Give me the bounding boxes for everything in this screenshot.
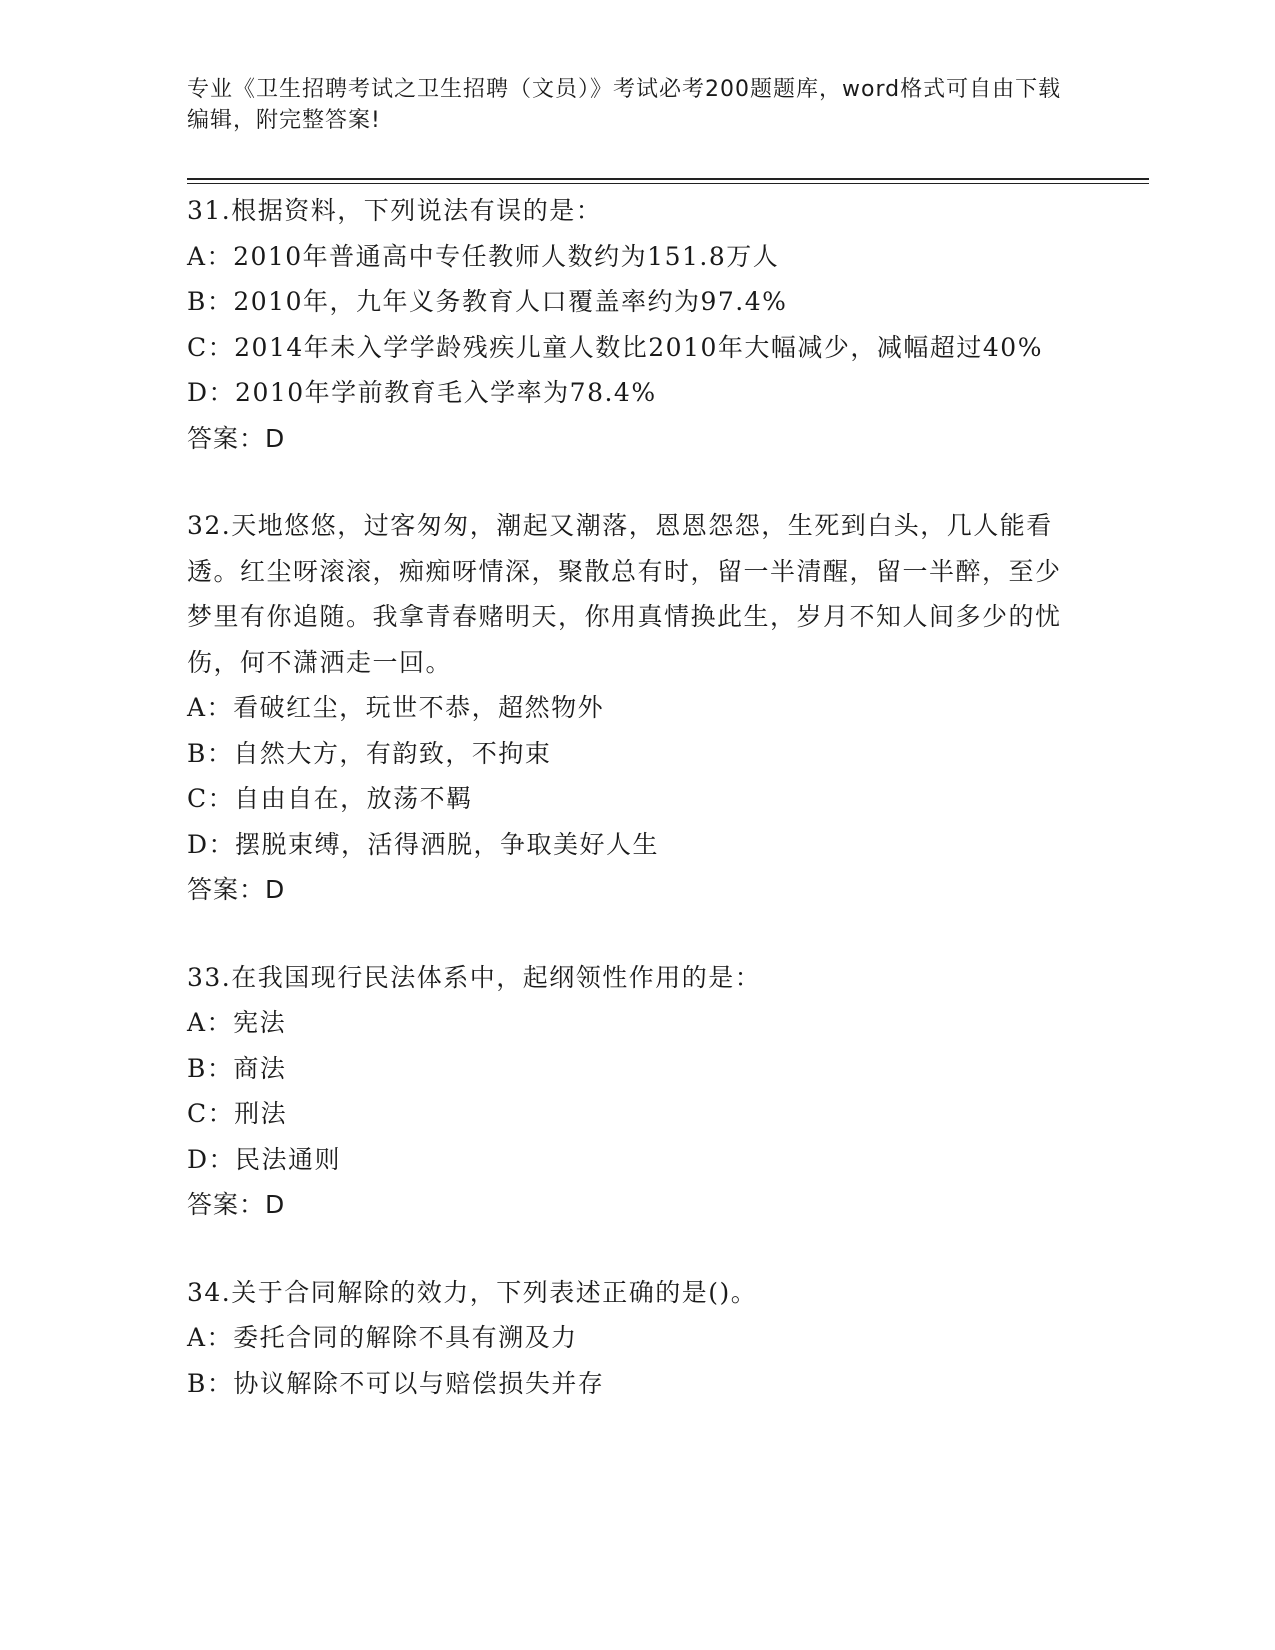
option-text: 2010年，九年义务教育人口覆盖率约为97.4%: [233, 287, 788, 316]
option-key: C：: [187, 1099, 235, 1128]
option-key: D：: [187, 378, 236, 407]
question-item: [187, 955, 1087, 1228]
answer-option: [187, 776, 1087, 822]
option-key: A：: [187, 1008, 234, 1037]
option-key: B：: [187, 287, 234, 316]
option-text: 协议解除不可以与赔偿损失并存: [233, 1368, 605, 1398]
option-key: D：: [187, 829, 236, 859]
question-stem: 33.在我国现行民法体系中，起纲领性作用的是：: [187, 962, 762, 992]
question-stem: 32.天地悠悠，过客匆匆，潮起又潮落，恩恩怨怨，生死到白头，几人能看透。红尘呀滚滚，痴痴呀情深，聚散总有时，留一半清醒，留一半醉，至少梦里有你追随。我拿青春赌明天，你用真情换此生，岁月不知人间多少的忧伤，何不潇洒走一回。: [187, 511, 1062, 677]
option-text: 自由自在，放荡不羁: [234, 784, 473, 813]
answer-option: [187, 822, 1087, 868]
answer-option: [187, 1137, 1087, 1183]
answer-option: [187, 370, 1087, 416]
option-text: 摆脱束缚，活得洒脱，争取美好人生: [235, 829, 660, 859]
answer-label: 答案：: [187, 1190, 266, 1219]
option-key: A：: [187, 1323, 234, 1352]
answer-label: 答案：: [187, 423, 266, 453]
option-key: D：: [187, 1144, 236, 1174]
question-item: [187, 188, 1087, 461]
answer-option: [187, 325, 1087, 371]
answer-option: [187, 1315, 1087, 1361]
answer-value: D: [265, 423, 286, 453]
answer-option: [187, 731, 1087, 777]
question-stem: 34.关于合同解除的效力，下列表述正确的是()。: [187, 1277, 758, 1307]
option-text: 2010年学前教育毛入学率为78.4%: [235, 378, 657, 407]
answer-label: 答案：: [187, 875, 266, 904]
question-item: [187, 1270, 1087, 1407]
option-key: B：: [187, 1053, 234, 1083]
question-item: [187, 503, 1087, 913]
option-key: C：: [187, 784, 235, 813]
answer-line: [187, 1182, 1087, 1228]
document-header: 专业《卫生招聘考试之卫生招聘（文员）》考试必考200题题库，word格式可自由下载编辑，附完整答案!: [187, 77, 1062, 133]
option-key: B：: [187, 1368, 234, 1398]
option-key: C：: [187, 332, 235, 362]
header-divider-thin: [187, 183, 1149, 184]
option-text: 2010年普通高中专任教师人数约为151.8万人: [233, 241, 780, 271]
answer-option: [187, 1000, 1087, 1046]
option-text: 宪法: [233, 1008, 287, 1037]
answer-line: [187, 416, 1087, 462]
answer-option: [187, 1361, 1087, 1407]
answer-option: [187, 234, 1087, 280]
answer-value: D: [265, 1190, 286, 1219]
option-key: A：: [187, 241, 234, 271]
answer-option: [187, 1046, 1087, 1092]
header-divider-thick: [187, 178, 1149, 180]
option-text: 民法通则: [235, 1144, 342, 1174]
option-text: 刑法: [234, 1099, 288, 1128]
answer-value: D: [265, 875, 286, 904]
question-list: [187, 188, 1087, 1406]
answer-option: [187, 279, 1087, 325]
answer-line: [187, 867, 1087, 913]
answer-option: [187, 1091, 1087, 1137]
question-stem: 31.根据资料，下列说法有误的是：: [187, 196, 603, 225]
option-text: 看破红尘，玩世不恭，超然物外: [233, 693, 605, 722]
option-text: 商法: [233, 1053, 287, 1083]
option-text: 自然大方，有韵致，不拘束: [233, 738, 552, 768]
option-text: 委托合同的解除不具有溯及力: [233, 1323, 578, 1352]
option-key: B：: [187, 738, 234, 768]
option-key: A：: [187, 693, 234, 722]
answer-option: [187, 685, 1087, 731]
option-text: 2014年未入学学龄残疾儿童人数比2010年大幅减少，减幅超过40%: [234, 332, 1043, 362]
